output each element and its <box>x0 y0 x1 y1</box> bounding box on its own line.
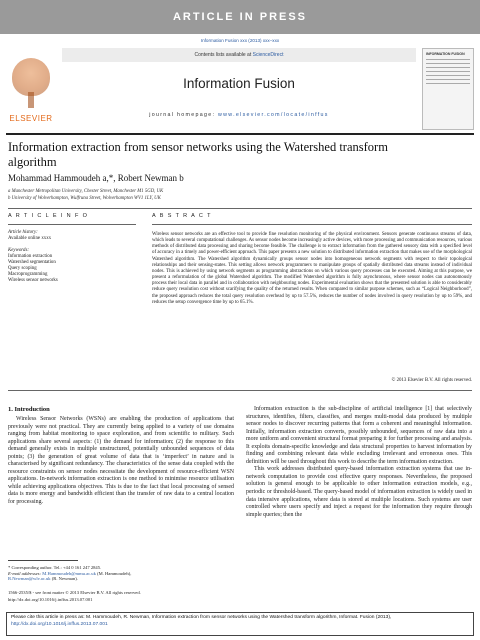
article-in-press-banner: ARTICLE IN PRESS <box>0 0 480 34</box>
contents-strip <box>62 48 416 62</box>
history-label: Article history: <box>8 230 38 235</box>
keywords-label: Keywords: <box>8 248 30 253</box>
contents-prefix: Contents lists available at <box>194 52 253 58</box>
abstract-copyright: © 2013 Elsevier B.V. All rights reserved. <box>391 378 472 383</box>
keyword-item: Query scoping <box>8 266 37 271</box>
body-paragraph: This work addresses distributed query-based information extraction systems that use in-network computation to provide cost effective query responses. Nevertheless, the proposed solution is general enough to be applicable to other information extraction models, e.g., periodic or threshold-based. The query-based model of information extraction is widely used in data intensive applications, where data is stored at multiple locations. Such systems are user controlled where users specify and inject a request for the information they require through simple queries; then the <box>246 466 472 518</box>
cover-text-lines <box>426 59 470 84</box>
abstract-bottom-rule <box>8 390 472 391</box>
footnote-rule <box>8 560 78 561</box>
history-value: Available online xxxx <box>8 236 52 241</box>
issn-line: 1566-2535/$ - see front matter © 2013 Elsevier B.V. All rights reserved. <box>8 590 141 595</box>
email-link-hammoudeh[interactable]: M.Hammoudeh@mmu.ac.uk <box>42 570 96 576</box>
abstract-text: Wireless sensor networks are an effective tool to provide fine resolution monitoring of the physical environment. Sensors generate continuous streams of data, which leads to several computational challenges. As sensor nodes become increasingly active devices, with more processing and communication resources, various methods of distributed data processing and sharing become feasible. The challenge is to extract information from the gathered sensory data with a specified level of accuracy in a timely and power-efficient approach. This paper presents a new solution to distributed information extraction that makes use of the morphological Watershed algorithm. The Watershed algorithm dynamically groups sensor nodes into homogeneous network segments with respect to their topological relationships and their sensing-states. This setting allows network programmers to manipulate groups of spatially distributed data streams instead of individual nodes. This is achieved by using network segments as programming abstractions on which various query processes can be executed. Aiming at this purpose, we present a reformulation of the global Watershed algorithm. The modified Watershed algorithm is fully asynchronous, where sensor nodes can autonomously process their local data in parallel and in collaboration with neighbouring nodes. Experimental evaluation shows that the presented solution is able to considerably reduce query resolution cost without scarifying the quality of the returned results. When compared to similar purpose schemes, such as “Logical Neighborhood”, the proposed approach reduces the total query resolution overhead by up to 57.5%, reduces the number of nodes involved in query resolution by up to 59%, and reduces the setup convergence time by up to 65.1%. <box>152 232 472 305</box>
homepage-prefix: journal homepage: <box>149 112 218 118</box>
article-info-panel <box>8 230 136 284</box>
affiliation-b: b University of Wolverhampton, Wulfruna Street, Wolverhampton WV1 1LY, UK <box>8 196 161 201</box>
masthead-rule <box>6 133 474 135</box>
sciencedirect-link[interactable]: ScienceDirect <box>252 52 284 58</box>
affiliation-a: a Manchester Metropolitan University, Chester Street, Manchester M1 5GD, UK <box>8 189 164 194</box>
citation-text: Please cite this article in press as: M. Hammoudeh, R. Newman, Information extraction from sensor networks using the Watershed transform algorithm, Informat. Fusion (2013), <box>11 615 392 620</box>
article-authors: Mohammad Hammoudeh a,*, Robert Newman b <box>8 173 184 183</box>
tree-icon <box>12 58 50 96</box>
header-divider <box>8 208 472 209</box>
section-heading-introduction: 1. Introduction <box>8 406 50 413</box>
keyword-item: Watershed segmentation <box>8 260 56 265</box>
corresponding-author-note: * Corresponding author. Tel.: +44 0 161 247 2845. <box>8 565 102 570</box>
article-info-heading: A R T I C L E I N F O <box>8 213 89 219</box>
journal-title: Information Fusion <box>183 76 295 91</box>
body-left-column <box>8 416 234 507</box>
article-title: Information extraction from sensor networks using the Watershed transform algorithm <box>8 140 388 169</box>
citation-box <box>6 612 474 636</box>
tree-trunk-icon <box>28 92 34 108</box>
doi-link[interactable]: http://dx.doi.org/10.1016/j.inffus.2013.07.001 <box>8 597 93 602</box>
body-paragraph: Information extraction is the sub-discipline of artificial intelligence [1] that selectively structures, identifies, filters, classifies, and merges multi-modal data produced by multiple sensor nodes to discover recurring patterns that form a coherent and meaningful information. Initially, information extraction converts, possibly unbounded, sequences of raw data into a more uniform and convenient structural format preparing it for further processing and analysis. It exploits domain-specific knowledge and data structural properties to harvest information by finding and combining relevant data while excluding irrelevant and erroneous ones. This definition will be used throughout this work to describe the term information extraction. <box>246 406 472 465</box>
email-label: E-mail addresses: <box>8 570 42 576</box>
citation-doi-link[interactable]: http://dx.doi.org/10.1016/j.inffus.2013.07.001 <box>11 621 108 627</box>
footnotes <box>8 565 234 582</box>
body-paragraph: Wireless Sensor Networks (WSNs) are enabling the production of applications that previously were not practical. They are currently being applied to a variety of use domains ranging from habitat monitoring to space exploration, and from scientific to military. Such applications share several aspects: (1) the demand for information; (2) the response to this demand generally exists in multiple unstructured, potentially unbounded sequences of data points; (3) the generation of great volume of data that is ‘imperfect’ in nature and is characterised by significant redundancy. The characteristics of the sense data coupled with the resource constraints on sensor nodes necessitate the development of resource-efficient WSN applications. In-network information extraction is one method to minimise resource utilisation while achieving applications objectives. This is due to the fact that local processing of sensed data is more energy and bandwidth efficient than the transfer of raw data to a central location for processing. <box>8 416 234 506</box>
journal-homepage <box>62 112 416 118</box>
keyword-item: Information extraction <box>8 254 53 259</box>
email-link-newman[interactable]: R.Newman@wlv.ac.uk <box>8 576 51 582</box>
journal-masthead <box>6 48 474 132</box>
publisher-logo-text: ELSEVIER <box>9 114 53 123</box>
abstract-heading: A B S T R A C T <box>152 213 212 219</box>
abstract-rule <box>152 224 472 225</box>
elsevier-logo[interactable] <box>6 48 56 130</box>
email-name-hammoudeh: (M. Hammoudeh), <box>97 570 132 576</box>
cover-title: INFORMATION FUSION <box>426 52 465 56</box>
keyword-item: Wireless sensor networks <box>8 278 58 283</box>
journal-citation-link[interactable]: Information Fusion xxx (2013) xxx–xxx <box>200 38 280 43</box>
email-name-newman: (R. Newman). <box>51 576 78 582</box>
keyword-item: Macroprogramming <box>8 272 48 277</box>
body-right-column <box>246 406 472 519</box>
article-info-rule <box>8 224 136 225</box>
journal-cover-thumbnail[interactable] <box>422 48 474 130</box>
homepage-link[interactable]: www.elsevier.com/locate/inffus <box>218 112 329 118</box>
journal-header <box>62 48 416 130</box>
